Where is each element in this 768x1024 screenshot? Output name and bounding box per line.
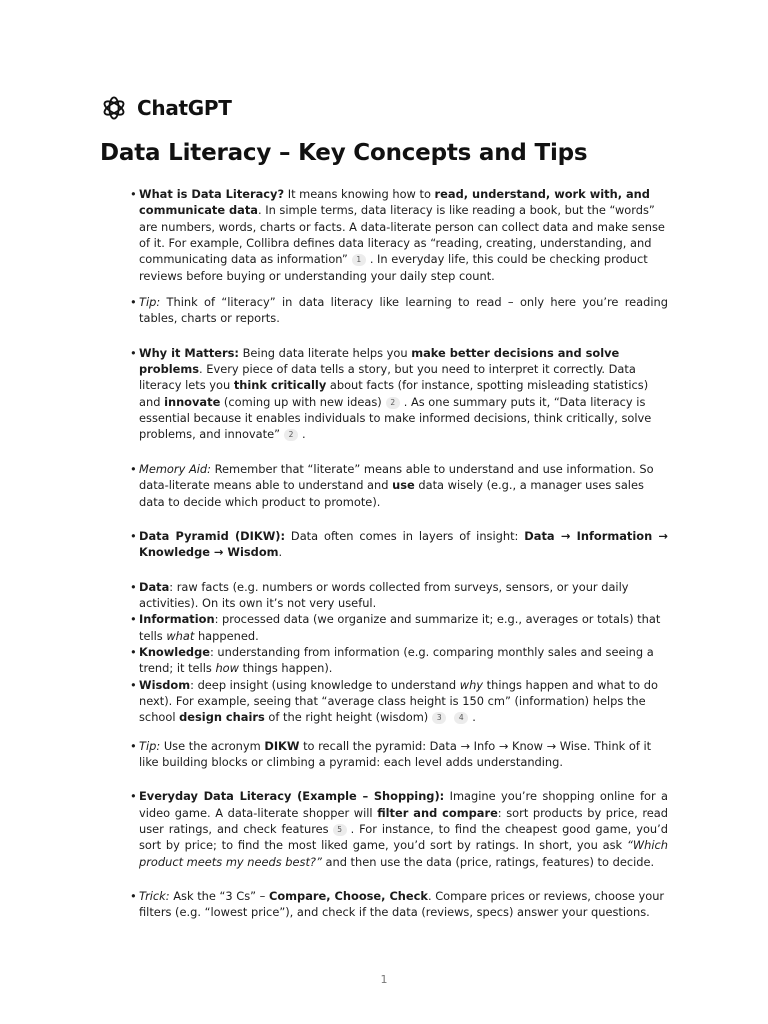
footnote-ref[interactable]: 4 bbox=[454, 712, 468, 724]
footnote-ref[interactable]: 1 bbox=[352, 254, 366, 266]
bullet-label: Everyday Data Literacy (Example – Shopping): bbox=[139, 789, 445, 804]
text: . bbox=[472, 710, 476, 725]
text: and then use the data (price, ratings, features) to decide. bbox=[321, 854, 655, 869]
text: . In simple terms, data literacy is like reading a book, but the “words” are numbers, words, charts or facts. A data-literate person can collect data and make sense of it. For example, Collibra defines data literacy as “reading, creating, understanding, and communicating data as information” bbox=[139, 203, 665, 267]
text: It means knowing how to bbox=[284, 187, 435, 201]
emphasis: Compare, Choose, Check bbox=[269, 889, 428, 904]
footnote-ref[interactable]: 2 bbox=[386, 397, 400, 409]
page-number: 1 bbox=[380, 973, 388, 986]
emphasis: how bbox=[215, 661, 239, 676]
emphasis: think critically bbox=[233, 378, 327, 393]
emphasis: filter and compare bbox=[377, 805, 498, 820]
text: . bbox=[278, 545, 283, 560]
bullet-label: Data Pyramid (DIKW): bbox=[139, 528, 286, 543]
emphasis: use bbox=[392, 478, 415, 493]
bullet-label: Why it Matters: bbox=[139, 345, 239, 360]
emphasis: DIKW bbox=[264, 738, 300, 753]
bullet-knowledge bbox=[130, 644, 668, 677]
brand-name: ChatGPT bbox=[137, 96, 232, 120]
bullet-everyday-data-literacy bbox=[130, 788, 668, 870]
bullet-label: Knowledge bbox=[139, 644, 210, 659]
text: : sort products by price, read user ratings, and check features bbox=[139, 805, 668, 836]
bullet-label: Tip: bbox=[139, 738, 161, 753]
text: : raw facts (e.g. numbers or words collected from surveys, sensors, or your daily activities). On its own it’s not very useful. bbox=[139, 579, 629, 610]
text: : processed data (we organize and summarize it; e.g., averages or totals) that tells bbox=[139, 612, 661, 643]
text: . As one summary puts it, “Data literacy is essential because it enables individuals to make informed decisions, think critically, solve problems, and innovate” bbox=[139, 394, 652, 442]
bullet-label: What is Data Literacy? bbox=[139, 187, 285, 201]
bullet-data bbox=[130, 579, 668, 612]
text: . In everyday life, this could be checking product reviews before buying or understanding your daily step count. bbox=[139, 252, 648, 283]
bullet-label: Memory Aid: bbox=[139, 461, 211, 476]
text: Think of “literacy” in data literacy like learning to read – only here you’re reading tables, charts or reports. bbox=[139, 295, 668, 326]
text: about facts (for instance, spotting misleading statistics) and bbox=[139, 378, 649, 409]
text: Remember that “literate” means able to understand and use information. So data-literate means able to understand and bbox=[139, 461, 654, 493]
emphasis: read, understand, work with, and communicate data bbox=[139, 187, 650, 218]
text: Being data literate helps you bbox=[238, 345, 412, 360]
text: . Compare prices or reviews, choose your filters (e.g. “lowest price”), and check if the data (reviews, specs) answer your questions. bbox=[139, 889, 665, 920]
emphasis: “Which product meets my needs best?” bbox=[139, 838, 668, 869]
bullet-label: Data bbox=[139, 579, 170, 594]
bullet-label: Trick: bbox=[139, 889, 170, 904]
footnote-ref[interactable]: 3 bbox=[432, 712, 446, 724]
text: happened. bbox=[194, 628, 259, 643]
bullet-why-it-matters bbox=[130, 345, 668, 443]
text: Data often comes in layers of insight: bbox=[285, 528, 525, 543]
text: . For instance, to find the cheapest good game, you’d sort by price; to find the most liked game, you’d sort by ratings. In short, you ask bbox=[139, 822, 668, 853]
text: (coming up with new ideas) bbox=[220, 394, 382, 409]
emphasis: innovate bbox=[164, 394, 221, 409]
bullet-label: Wisdom bbox=[139, 677, 191, 692]
header-logo bbox=[101, 95, 232, 121]
bullet-tip-literacy bbox=[130, 294, 668, 327]
text: things happen and what to do next). For example, seeing that “average class height is 150 cm” (information) helps the school bbox=[139, 677, 658, 725]
emphasis: Data → Information → Knowledge → Wisdom bbox=[139, 528, 668, 560]
text: : deep insight (using knowledge to understand bbox=[190, 677, 460, 692]
text: : understanding from information (e.g. comparing monthly sales and seeing a trend; it tells bbox=[139, 644, 654, 676]
text: things happen). bbox=[238, 661, 333, 676]
emphasis: why bbox=[459, 677, 484, 692]
bullet-label: Tip: bbox=[139, 295, 161, 310]
bullet-data-pyramid bbox=[130, 528, 668, 561]
bullet-wisdom bbox=[130, 677, 668, 726]
bullet-memory-aid bbox=[130, 461, 668, 510]
text: Use the acronym bbox=[160, 738, 265, 753]
bullet-tip-dikw bbox=[130, 738, 668, 771]
emphasis: design chairs bbox=[179, 710, 265, 725]
emphasis: make better decisions and solve problems bbox=[139, 345, 620, 377]
text: data wisely (e.g., a manager uses sales data to decide which product to promote). bbox=[139, 478, 644, 509]
footnote-ref[interactable]: 2 bbox=[284, 429, 298, 441]
text: Imagine you’re shopping online for a video game. A data-literate shopper will bbox=[139, 789, 669, 820]
text: . Every piece of data tells a story, but you need to interpret it correctly. Data literacy lets you bbox=[139, 362, 636, 393]
emphasis: what bbox=[166, 628, 195, 643]
footnote-ref[interactable]: 5 bbox=[333, 824, 347, 836]
page-title: Data Literacy – Key Concepts and Tips bbox=[100, 140, 588, 166]
openai-logo-icon bbox=[101, 95, 127, 121]
text: of the right height (wisdom) bbox=[264, 710, 429, 725]
text: . bbox=[302, 427, 306, 442]
bullet-label: Information bbox=[139, 612, 215, 627]
document-body bbox=[130, 186, 668, 921]
text: Ask the “3 Cs” – bbox=[169, 889, 269, 904]
bullet-what-is-data-literacy bbox=[130, 186, 668, 284]
text: to recall the pyramid: Data → Info → Know → Wise. Think of it like building blocks or climbing a pyramid: each level adds understanding. bbox=[139, 738, 652, 769]
bullet-information bbox=[130, 611, 668, 644]
bullet-trick-3cs bbox=[130, 888, 668, 921]
